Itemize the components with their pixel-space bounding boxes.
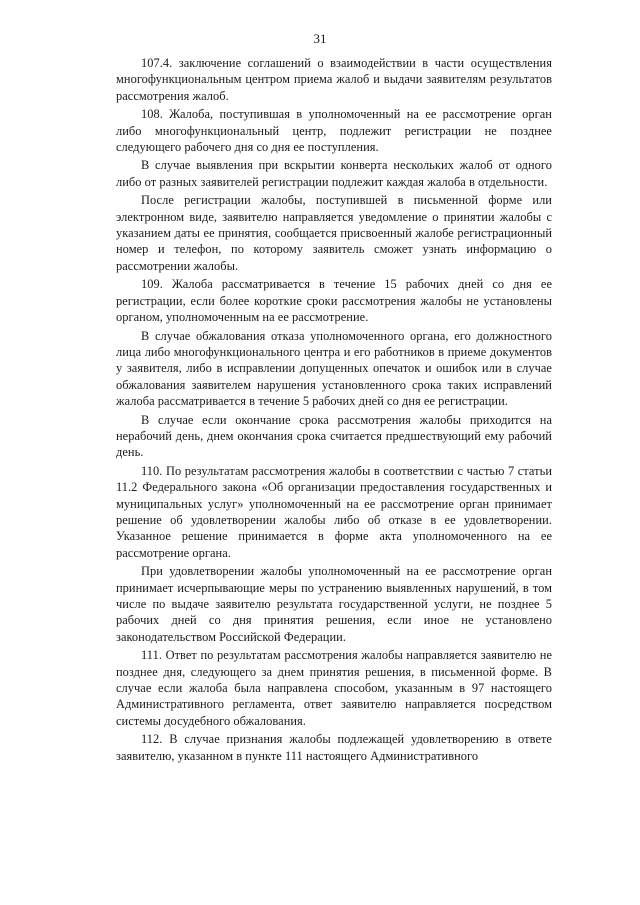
page-number: 31 xyxy=(313,31,327,46)
paragraph-108-multiple-complaints: В случае выявления при вскрытии конверта нескольких жалоб от одного либо от разных заявителей регистрации подлежит каждая жалоба в отдельности. xyxy=(116,158,552,189)
document-body xyxy=(116,55,552,766)
paragraph-110: 110. По результатам рассмотрения жалобы в соответствии с частью 7 статьи 11.2 Федерального закона «Об организации предоставления государственных и муниципальных услуг» уполномоченный на ее рассмотрение орган принимает решение об удовлетворении жалобы либо об отказе в ее удовлетворении. Указанное решение принимается в форме акта уполномоченного на ее рассмотрение органа. xyxy=(116,463,552,560)
paragraph-111: 111. Ответ по результатам рассмотрения жалобы направляется заявителю не позднее дня, следующего за днем принятия решения, в письменной форме. В случае если жалоба была направлена способом, указанным в 97 настоящего Административного регламента, ответ заявителю направляется посредством системы досудебного обжалования. xyxy=(116,648,552,728)
paragraph-108-registration-notice: После регистрации жалобы, поступившей в письменной форме или электронном виде, заявителю направляется уведомление о принятии жалобы с указанием даты ее принятия, сообщается присвоенный жалобе регистрационный номер и телефон, по которому заявитель сможет узнать информацию о рассмотрении жалобы. xyxy=(116,193,552,273)
paragraph-109-nonworking-day: В случае если окончание срока рассмотрения жалобы приходится на нерабочий день, днем окончания срока считается предшествующий ему рабочий день. xyxy=(116,412,552,460)
paragraph-112: 112. В случае признания жалобы подлежащей удовлетворению в ответе заявителю, указанном в пункте 111 настоящего Административного xyxy=(116,732,552,763)
paragraph-108: 108. Жалоба, поступившая в уполномоченный на ее рассмотрение орган либо многофункциональный центр, подлежит регистрации не позднее следующего рабочего дня со дня ее поступления. xyxy=(116,107,552,155)
paragraph-109: 109. Жалоба рассматривается в течение 15 рабочих дней со дня ее регистрации, если более короткие сроки рассмотрения жалобы не установлены органом, уполномоченным на ее рассмотрение. xyxy=(116,277,552,325)
paragraph-110-satisfaction: При удовлетворении жалобы уполномоченный на ее рассмотрение орган принимает исчерпывающие меры по устранению выявленных нарушений, в том числе по выдаче заявителю результата государственной услуги, не позднее 5 рабочих дней со дня принятия решения, если иное не установлено законодательством Российской Федерации. xyxy=(116,564,552,644)
paragraph-109-refusal-appeal: В случае обжалования отказа уполномоченного органа, его должностного лица либо многофункционального центра и его работников в приеме документов у заявителя, либо в исправлении допущенных опечаток и ошибок или в случае обжалования заявителем нарушения установленного срока таких исправлений жалоба рассматривается в течение 5 рабочих дней со дня ее регистрации. xyxy=(116,328,552,409)
paragraph-107-4: 107.4. заключение соглашений о взаимодействии в части осуществления многофункциональным центром приема жалоб и выдачи заявителям результатов рассмотрения жалоб. xyxy=(116,56,552,103)
